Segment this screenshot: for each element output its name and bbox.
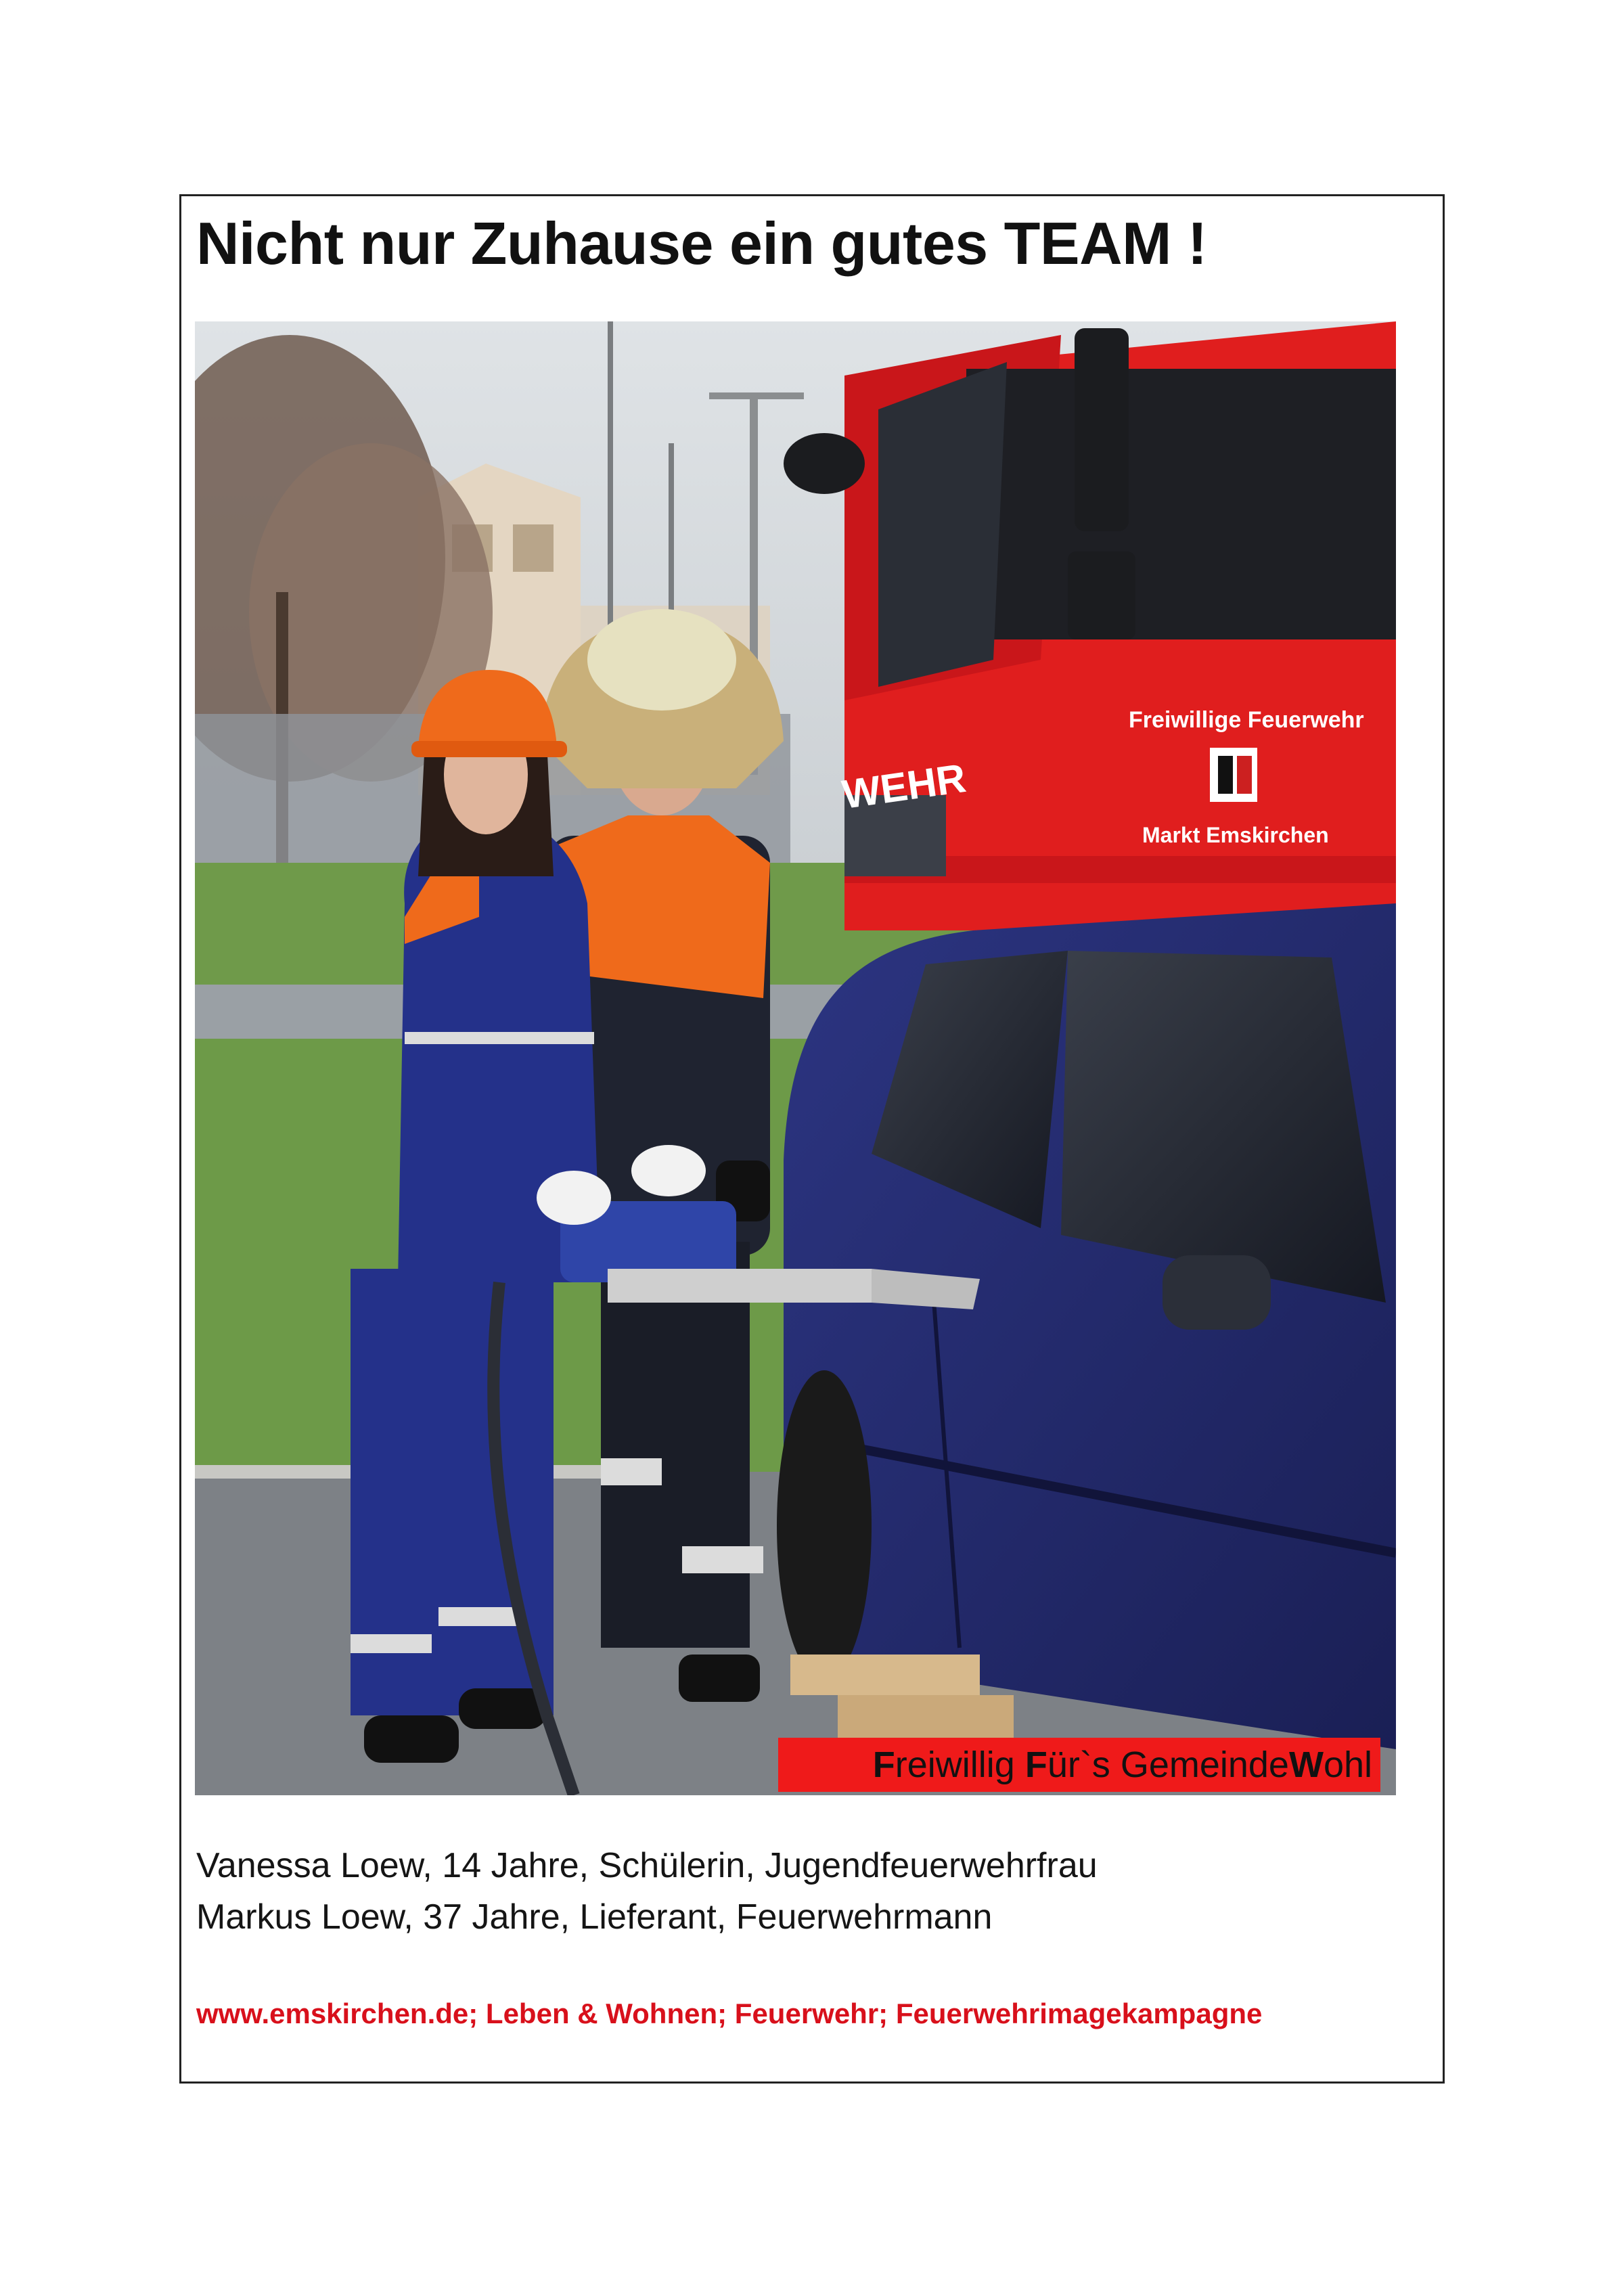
fire-truck [784,321,1396,930]
slogan-part: F [1024,1744,1047,1785]
blue-car [777,903,1396,1749]
wood-block [790,1655,980,1695]
slogan-part: ohl [1323,1744,1372,1785]
slogan-banner [778,1738,1380,1792]
page-title: Nicht nur Zuhause ein gutes TEAM ! [196,210,1207,277]
truck-side-text: WEHR [839,755,969,817]
caption-person-2: Markus Loew, 37 Jahre, Lieferant, Feuerwehrmann [196,1897,993,1937]
slogan-part: ür`s Gemeinde [1047,1744,1289,1785]
website-path-link[interactable]: www.emskirchen.de; Leben & Wohnen; Feuerwehr; Feuerwehrimagekampagne [196,1998,1263,2029]
photo-illustration [195,321,1396,1795]
team-photo [195,321,1396,1795]
truck-text-top: Freiwillige Feuerwehr [1129,707,1364,733]
caption-person-1: Vanessa Loew, 14 Jahre, Schülerin, Jugendfeuerwehrfrau [196,1846,1098,1885]
slogan-part: W [1288,1744,1324,1785]
slogan-part: reiwillig [895,1744,1025,1785]
truck-text-bottom: Markt Emskirchen [1142,823,1329,847]
slogan-part: F [872,1744,895,1785]
